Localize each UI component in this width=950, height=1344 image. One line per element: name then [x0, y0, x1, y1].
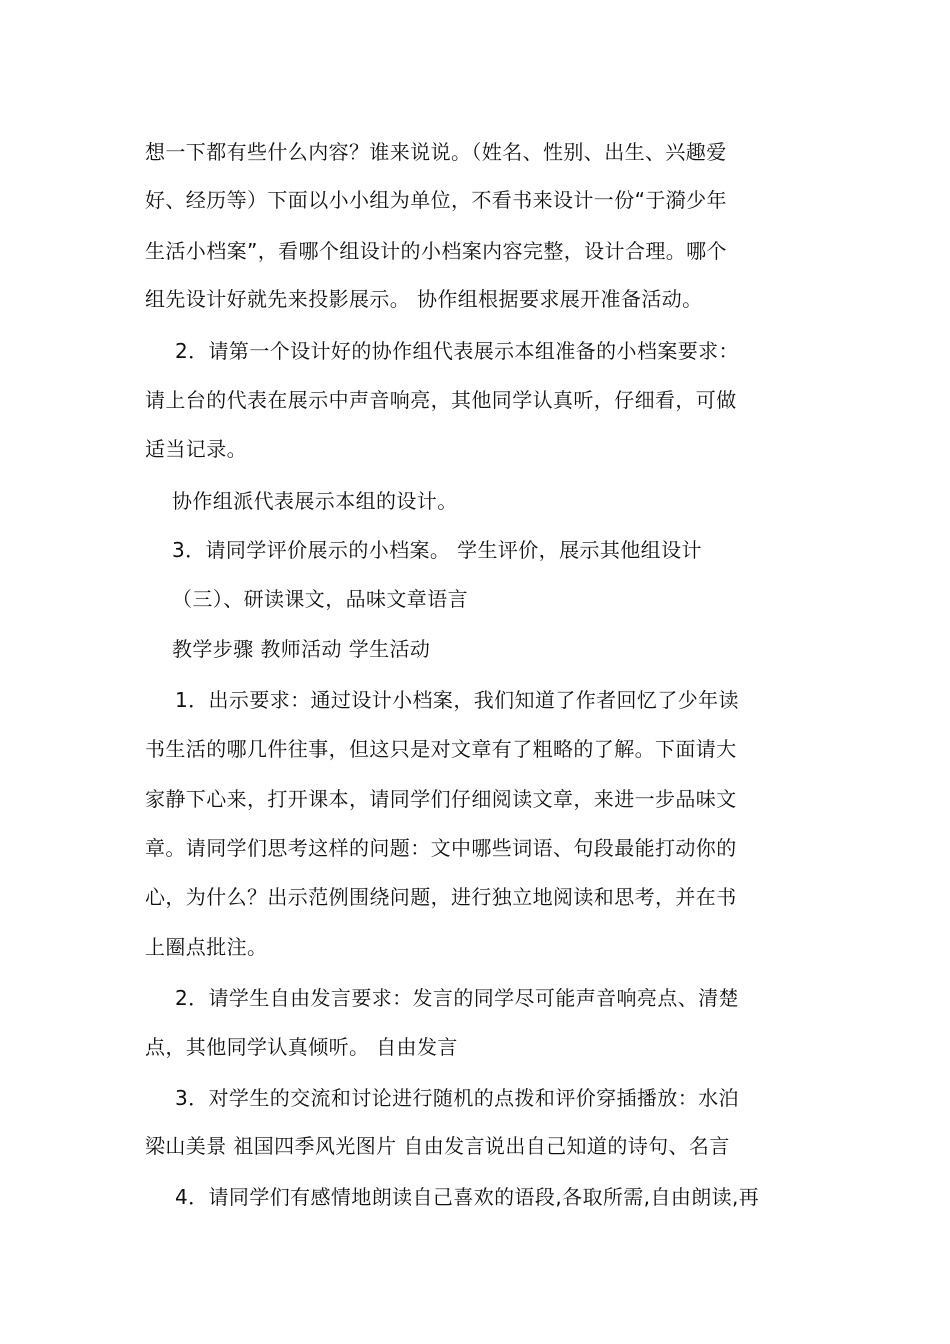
- text-line: 4．请同学们有感情地朗读自己喜欢的语段,各取所需,自由朗读,再: [175, 1185, 760, 1209]
- text-line: 协作组派代表展示本组的设计。: [172, 489, 458, 513]
- text-line: 适当记录。: [145, 437, 247, 461]
- text-line: 家静下心来，打开课本，请同学们仔细阅读文章，来进一步品味文: [145, 787, 737, 811]
- text-line: 3．对学生的交流和讨论进行随机的点拨和评价穿插播放：水泊: [175, 1086, 739, 1110]
- text-line: 上圈点批注。: [145, 935, 268, 959]
- text-line: 生活小档案”，看哪个组设计的小档案内容完整，设计合理。哪个: [145, 239, 727, 263]
- text-line: 3．请同学评价展示的小档案。 学生评价，展示其他组设计: [172, 538, 702, 562]
- text-line: 2．请第一个设计好的协作组代表展示本组准备的小档案要求：: [175, 339, 739, 363]
- text-line: 组先设计好就先来投影展示。 协作组根据要求展开准备活动。: [145, 287, 703, 311]
- text-line: 1．出示要求：通过设计小档案，我们知道了作者回忆了少年读: [175, 688, 739, 712]
- text-line: 点，其他同学认真倾听。 自由发言: [145, 1035, 458, 1059]
- text-line: 想一下都有些什么内容？谁来说说。（姓名、性别、出生、兴趣爱: [145, 140, 727, 164]
- text-line: 请上台的代表在展示中声音响亮，其他同学认真听，仔细看，可做: [145, 388, 737, 412]
- text-line: 教学步骤 教师活动 学生活动: [172, 637, 431, 661]
- text-line: 心，为什么？出示范例围绕问题，进行独立地阅读和思考，并在书: [145, 885, 737, 909]
- text-line: 章。请同学们思考这样的问题：文中哪些词语、句段最能打动你的: [145, 836, 737, 860]
- text-line: 2．请学生自由发言要求：发言的同学尽可能声音响亮点、清楚: [175, 986, 739, 1010]
- section-heading: （三）、研读课文，品味文章语言: [172, 587, 468, 611]
- text-line: 书生活的哪几件往事，但这只是对文章有了粗略的了解。下面请大: [145, 737, 737, 761]
- text-line: 梁山美景 祖国四季风光图片 自由发言说出自己知道的诗句、名言: [145, 1134, 730, 1158]
- text-line: 好、经历等）下面以小小组为单位，不看书来设计一份“于漪少年: [145, 188, 727, 212]
